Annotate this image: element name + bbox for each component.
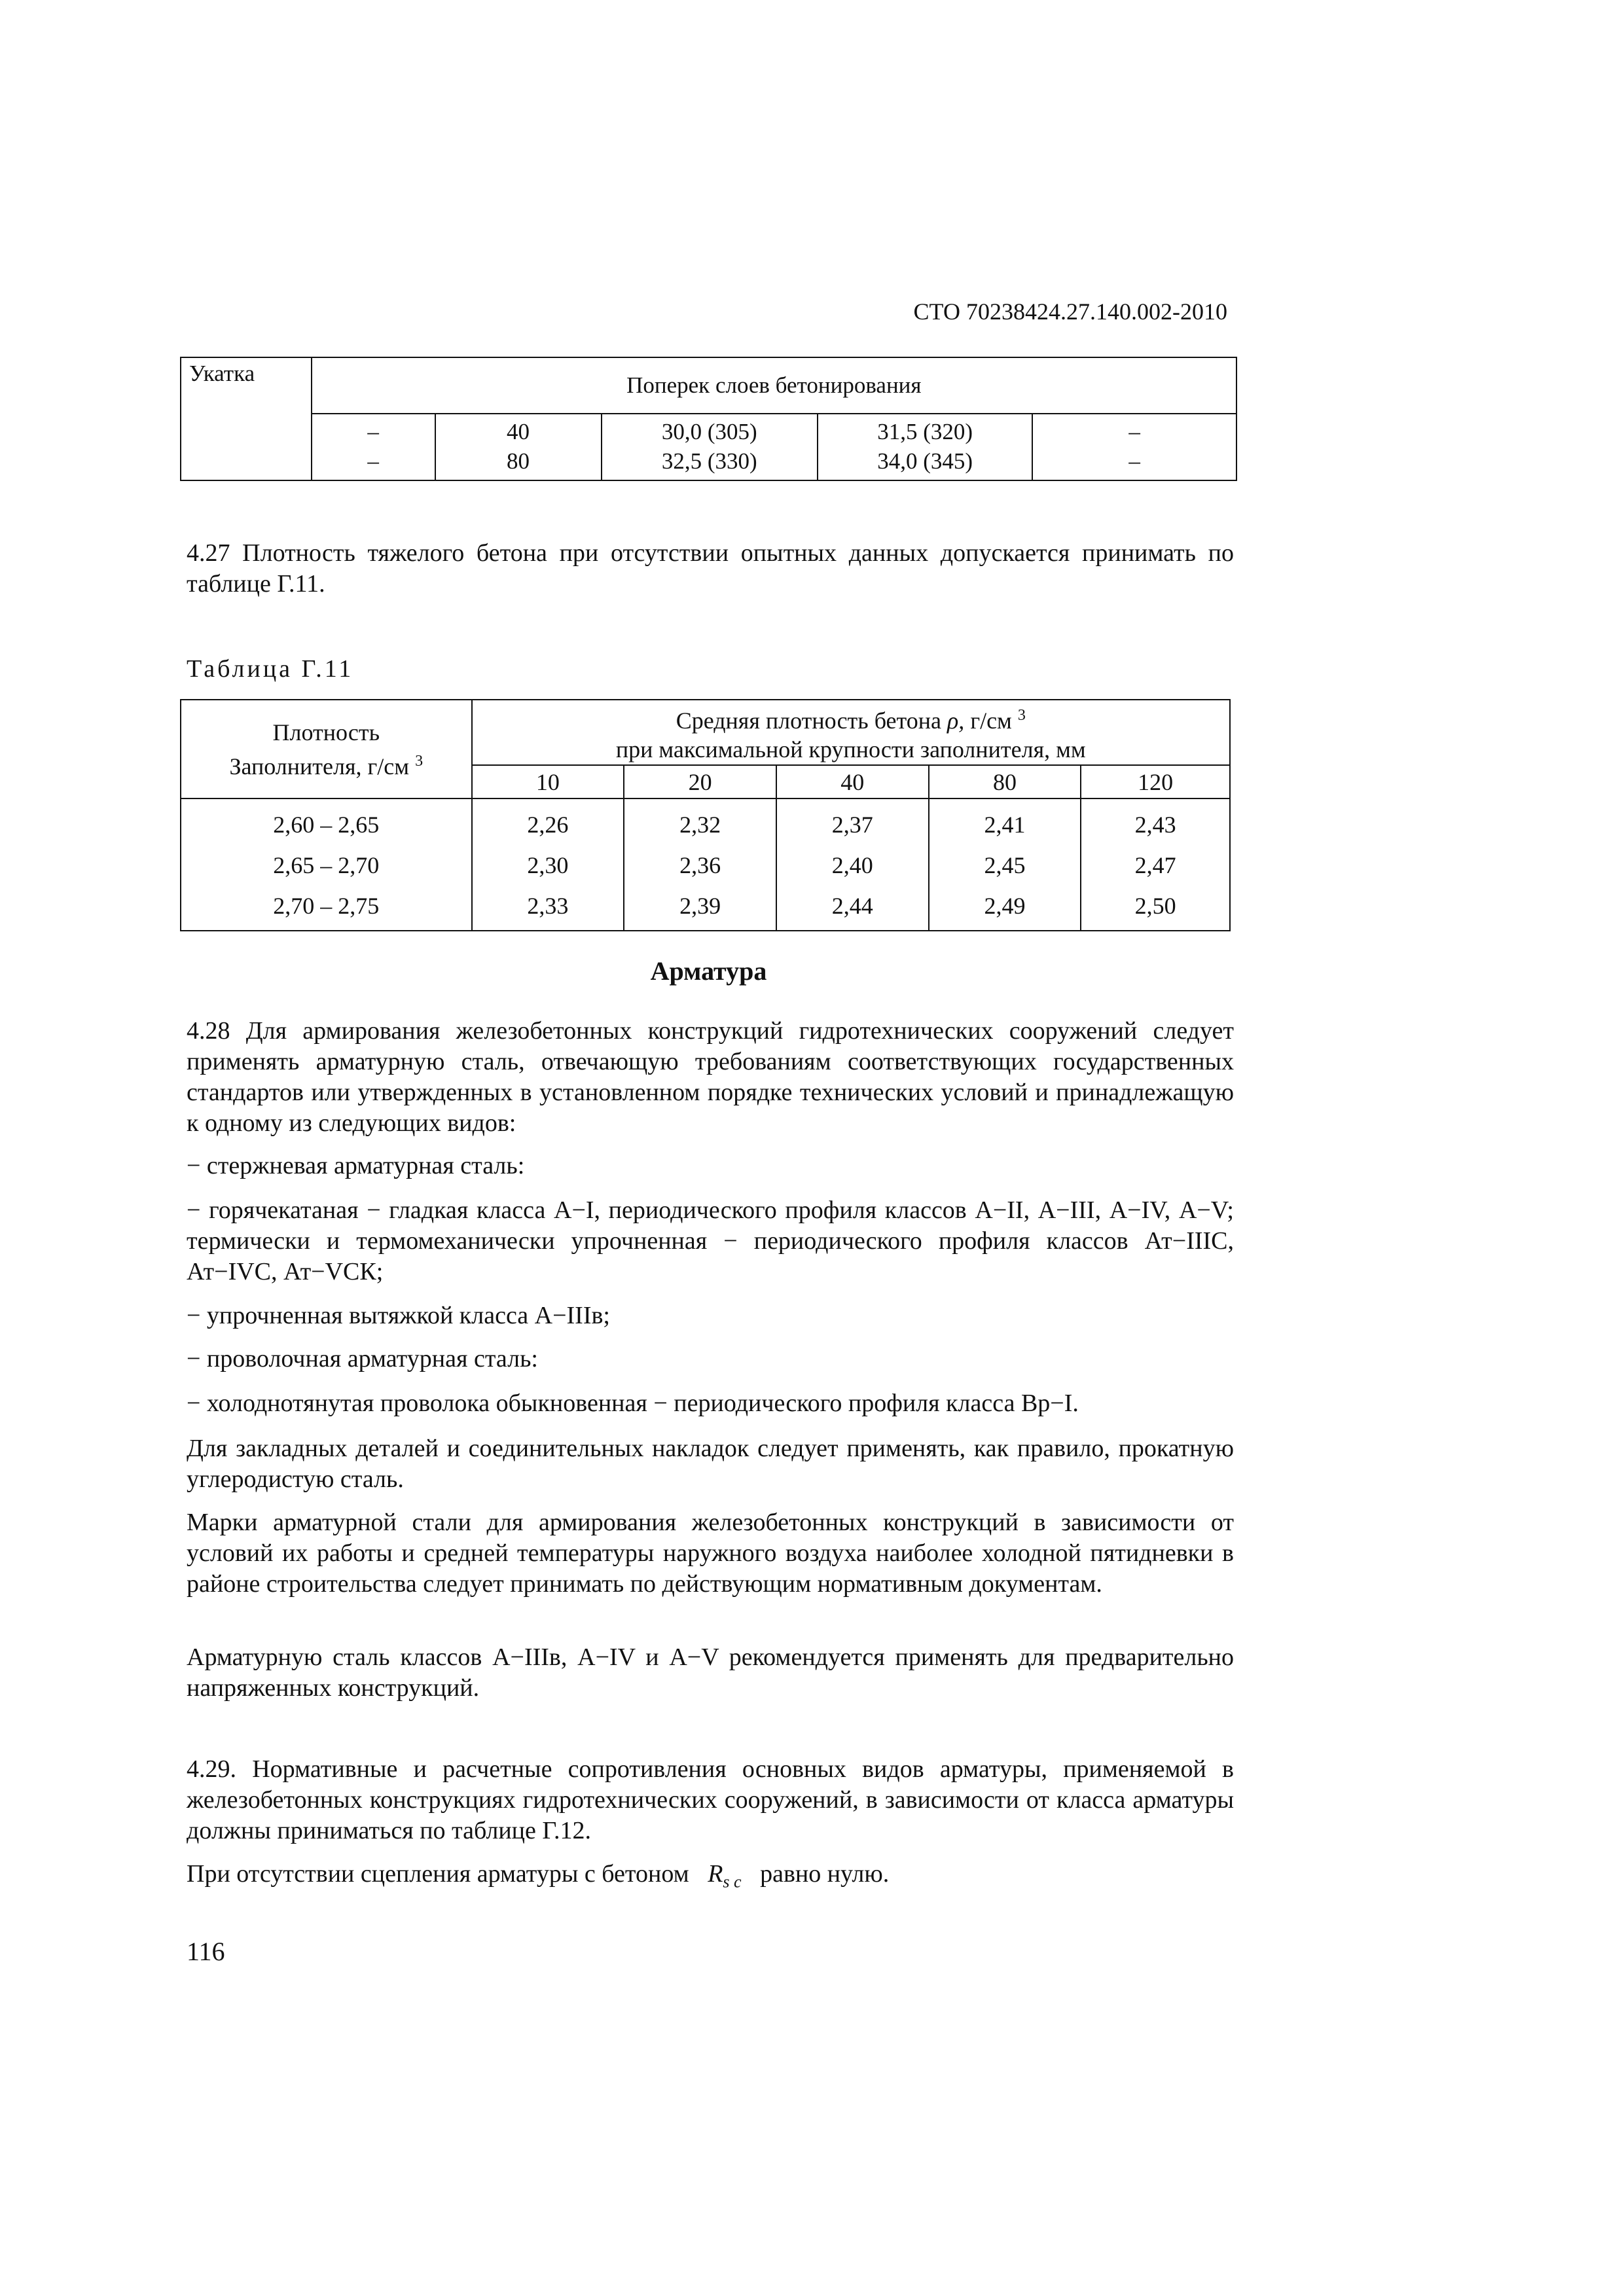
table-row: 2,70 – 2,75 2,33 2,39 2,44 2,49 2,50: [181, 886, 1230, 931]
table-g11: [180, 699, 1231, 931]
paragraph-4-27: 4.27 Плотность тяжелого бетона при отсутствии опытных данных допускается принимать по таблице Г.11.: [187, 539, 1234, 598]
header-filler-density: Плотность Заполнителя, г/см $^3$: [181, 700, 472, 798]
paragraph-rsc: При отсутствии сцепления арматуры с бетоном $R_{s c}$ равно нулю.: [187, 1860, 890, 1892]
list-item: − проволочная арматурная сталь:: [187, 1345, 538, 1372]
table-row: – 80 32,5 (330) 34,0 (345) –: [181, 446, 1236, 480]
page-number: 116: [187, 1937, 225, 1966]
paragraph-prestressed: Арматурную сталь классов А−IIIв, А−IV и А−V рекомендуется применять для предварительно напряженных конструкций.: [187, 1643, 1234, 1702]
list-item: − стержневая арматурная сталь:: [187, 1152, 525, 1179]
table-continuation: [180, 357, 1237, 481]
header-sizes-row: 10 20 40 80 120: [181, 765, 1230, 798]
rsc-symbol: $R_{s c}$: [708, 1860, 742, 1892]
paragraph-steel-grades: Марки арматурной стали для армирования железобетонных конструкций в зависимости от условий их работы и средней температуры наружного воздуха наиболее холодной пятидневки в районе строительства следует принимать по действующим нормативным документам.: [187, 1509, 1234, 1598]
document-code: СТО 70238424.27.140.002-2010: [913, 298, 1227, 325]
table-row: 2,60 – 2,65 2,26 2,32 2,37 2,41 2,43: [181, 798, 1230, 845]
paragraph-embedded-parts: Для закладных деталей и соединительных накладок следует применять, как правило, прокатную углеродистую сталь.: [187, 1435, 1234, 1493]
row-label-rolling: Укатка: [181, 357, 312, 480]
list-item: − упрочненная вытяжкой класса А−IIIв;: [187, 1302, 610, 1329]
section-heading: Арматура: [650, 956, 767, 986]
paragraph-4-29: 4.29. Нормативные и расчетные сопротивления основных видов арматуры, применяемой в железобетонных конструкциях гидротехнических сооружений, в зависимости от класса арматуры должны приниматься по таблице Г.12.: [187, 1755, 1234, 1844]
list-item: − горячекатаная − гладкая класса А−I, периодического профиля классов А−II, А−III, А−IV, А−V; термически и термомеханически упрочненная − периодического профиля классов Ат−IIIС, Ат−IVС, Ат−VСК;: [187, 1196, 1234, 1285]
paragraph-4-28: 4.28 Для армирования железобетонных конструкций гидротехнических сооружений следует применять арматурную сталь, отвечающую требованиям соответствующих государственных стандартов или утвержденных в установленном порядке технических условий и принадлежащую к одному из следующих видов:: [187, 1017, 1234, 1137]
list-item: − холоднотянутая проволока обыкновенная − периодического профиля класса Вр−I.: [187, 1390, 1079, 1417]
table-row: 2,65 – 2,70 2,30 2,36 2,40 2,45 2,47: [181, 845, 1230, 886]
table-row: – 40 30,0 (305) 31,5 (320) –: [181, 414, 1236, 446]
header-average-density: Средняя плотность бетона ρ, г/см $^3$ при максимальной крупности заполнителя, мм: [472, 700, 1230, 765]
table-title: Таблица Г.11: [187, 655, 354, 683]
span-header: Поперек слоев бетонирования: [312, 357, 1236, 414]
